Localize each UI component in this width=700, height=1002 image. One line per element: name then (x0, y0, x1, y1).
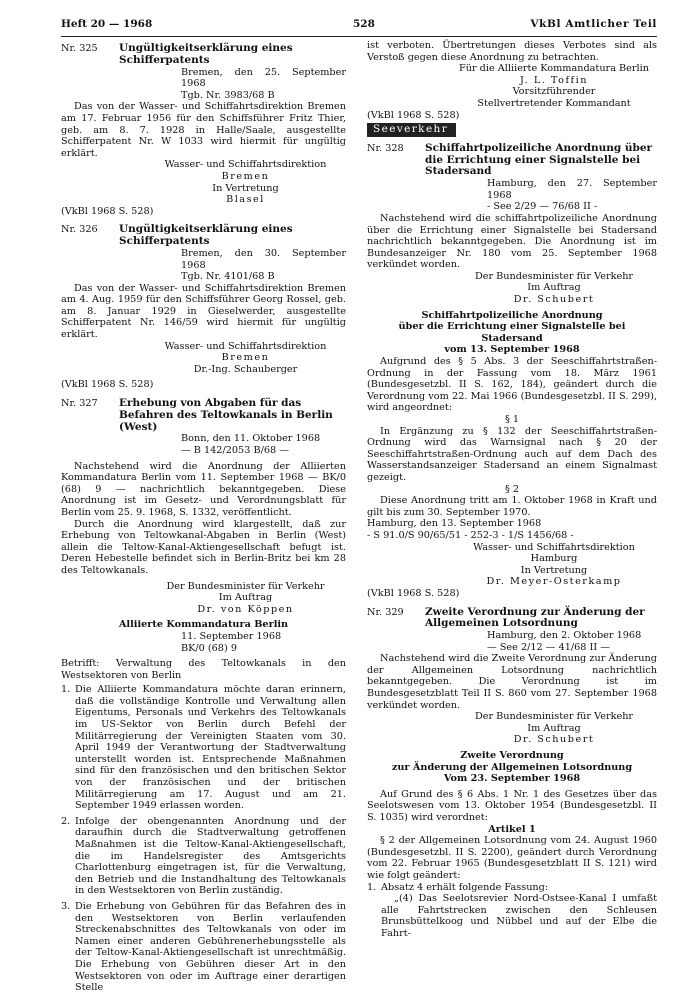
notice-paragraph: Nachstehend wird die Zweite Verordnung zur Änderung der Allgemeinen Lotsordnung nachrichtlich bekanntgegeben. Die Verordnung ist im Bundesgesetzblatt Teil II S. 860 vom 27. September 1968 verkündet worden. (367, 653, 657, 711)
notice-body: Das von der Wasser- und Schiffahrtsdirektion Bremen am 4. Aug. 1959 für den Schiffsführer Georg Rossel, geb. am 8. Januar 1929 in Gieselwerder, ausgestellte Schifferpatent Nr. 146/59 wird hiermit für ungültig erklärt. (61, 282, 346, 341)
source-ref: (VkBl 1968 S. 528) (367, 109, 460, 121)
subsection-date: 11. September 1968 (181, 630, 282, 642)
notice-number: Nr. 328 (367, 142, 404, 154)
notice-paragraph: Auf Grund des § 6 Abs. 1 Nr. 1 des Gesetzes über das Seelotswesen vom 13. Oktober 1954 (Bundesgesetzbl. II S. 1035) wird verordnet: (367, 788, 657, 824)
notice-heading (61, 398, 346, 433)
notice-327-continued (367, 40, 657, 121)
issue-label: Heft 20 — 1968 (61, 18, 153, 30)
notice-title: Ungültigkeitserklärung eines Schifferpatents (119, 223, 293, 248)
signature-city: Bremen (221, 170, 270, 182)
list-item-text: Die Erhebung von Gebühren für das Befahren des in den Westsektoren von Berlin verlaufenden Streckenabschnittes des Teltowkanals von oder im Namen einer anderen Gebührenerhebungsstelle als der Teltow-Kanal-Aktiengesellschaft ist unrechtmäßig. Die Erhebung von Gebühren dieser Art in den Westsektoren von oder im Auftrage einer derartigen Stelle (75, 900, 346, 994)
signature-role: Stellvertretender Kommandant (477, 97, 631, 109)
notice-paragraph: § 2 der Allgemeinen Lotsordnung vom 24. August 1960 (Bundesgesetzbl. II S. 2200), geändert durch Verordnung vom 22. Februar 1965 (Bundesgesetzblatt II S. 121) wird wie folgt geändert: (367, 835, 657, 881)
notice-327 (61, 398, 346, 994)
notice-number: Nr. 329 (367, 606, 404, 618)
subsection-ref: BK/0 (68) 9 (181, 642, 237, 654)
notice-number: Nr. 326 (61, 224, 98, 236)
page-header (61, 18, 657, 34)
signature-authority: Für die Alliierte Kommandatura Berlin (459, 63, 649, 75)
signature-name: Dr.-Ing. Schauberger (193, 363, 298, 375)
place-date: Hamburg, den 13. September 1968 (367, 518, 542, 530)
notice-paragraph: Aufgrund des § 5 Abs. 3 der Seeschiffahrtstraßen-Ordnung in der Fassung vom 18. März 1961 (Bundesgesetzbl. II S. 162, 184), geändert durch die Verordnung vom 22. Mai 1966 (Bundesgesetzbl. II S. 299), wird angeordnet: (367, 356, 657, 414)
subsection-date: vom 13. September 1968 (444, 344, 580, 356)
reference: — See 2/12 — 41/68 II — (487, 641, 610, 653)
notice-paragraph: Nachstehend wird die schiffahrtpolizeiliche Anordnung über die Errichtung einer Signalstelle bei Stadersand nachrichtlich bekanntgegeben. Die Anordnung ist im Bundesanzeiger Nr. 180 vom 25. September 1968 verkündet worden. (367, 212, 657, 271)
subsection-title: zur Änderung der Allgemeinen Lotsordnung (391, 761, 633, 773)
reference: - S 91.0/S 90/65/51 - 252-3 - 1/S 1456/68 - (367, 529, 574, 541)
notice-heading (61, 43, 346, 67)
signature-name: Dr. Schubert (513, 734, 595, 746)
place-date: Hamburg, den 27. September 1968 (487, 178, 657, 201)
section-badge: Seeverkehr (367, 123, 456, 137)
subsection-title: Zweite Verordnung (460, 750, 564, 762)
notice-number: Nr. 327 (61, 398, 98, 410)
place-date: Hamburg, den 2. Oktober 1968 (487, 630, 642, 642)
page-number: 528 (353, 18, 375, 30)
signature-name: Dr. Meyer-Osterkamp (486, 576, 622, 588)
paragraph-symbol: § 2 (504, 483, 520, 495)
notice-title: Schiffahrtpolizeiliche Anordnung über die Errichtung einer Signalstelle bei Stadersand (425, 141, 653, 178)
header-rule (61, 36, 657, 37)
paragraph-symbol: § 1 (504, 414, 520, 426)
subsection-title: Alliierte Kommandatura Berlin (118, 619, 289, 631)
place-date: Bremen, den 25. September 1968 (181, 66, 346, 90)
signature-authority: Wasser- und Schiffahrtsdirektion (164, 340, 327, 352)
notice-paragraph: Diese Anordnung tritt am 1. Oktober 1968 in Kraft und gilt bis zum 30. September 1970. (367, 495, 657, 518)
notice-title: Zweite Verordnung zur Änderung der Allgemeinen Lotsordnung (425, 605, 645, 630)
notice-title: Ungültigkeitserklärung eines Schifferpatents (119, 42, 293, 66)
place-date: Bremen, den 30. September 1968 (181, 247, 346, 271)
list-item-text: Die Alliierte Kommandatura möchte daran erinnern, daß die vollständige Kontrolle und Verwaltung allen Eigentums, Personals und Verkehrs des Teltowkanals im US-Sektor von Berlin durch Befehl der Militärregierung der Vereinigten Staaten vom 30. April 1949 der Verantwortung der Stadtverwaltung unterstellt worden ist. Entsprechende Maßnahmen sind für den französischen und den britischen Sektor von der französischen und der britischen Militärregierung am 17. August und am 21. September 1949 erlassen worden. (75, 684, 346, 812)
reference: Tgb. Nr. 4101/68 B (181, 271, 275, 283)
place-date: Bonn, den 11. Oktober 1968 (181, 433, 321, 445)
notice-heading (367, 143, 657, 178)
signature-authority: Wasser- und Schiffahrtsdirektion (164, 159, 327, 171)
list-item (367, 882, 657, 894)
subsection-title: Schiffahrtpolizeiliche Anordnung (421, 309, 603, 321)
signature-role: In Vertretung (520, 564, 588, 576)
source-ref: (VkBl 1968 S. 528) (367, 587, 460, 599)
notice-title: Erhebung von Abgaben für das Befahren des Teltowkanals in Berlin (West) (119, 397, 333, 433)
notice-number: Nr. 325 (61, 43, 98, 54)
signature-city: Hamburg (530, 553, 578, 565)
notice-329 (367, 607, 657, 940)
notice-326 (61, 224, 346, 391)
source-ref: (VkBl 1968 S. 528) (61, 205, 154, 217)
notice-paragraph: In Ergänzung zu § 132 der Seeschiffahrtstraßen-Ordnung wird das Warnsignal nach § 20 der Seeschiffahrtstraßen-Ordnung auch auf dem Dach des Wasserstandsanzeiger Stadersand an einem Signalmast gezeigt. (367, 425, 657, 483)
list-item-number: 1. (367, 881, 377, 893)
reference: - See 2/29 — 76/68 II - (487, 201, 598, 213)
signature-role: In Vertretung (212, 182, 279, 194)
continued-text: ist verboten. Übertretungen dieses Verbotes sind als Verstoß gegen diese Anordnung zu betrachten. (367, 40, 657, 63)
article-heading: Artikel 1 (488, 823, 536, 835)
list-item-number: 1. (61, 684, 71, 696)
subsection-date: Vom 23. September 1968 (443, 773, 581, 785)
left-column (61, 40, 346, 998)
list-item (61, 684, 346, 812)
notice-heading (367, 607, 657, 631)
reference: — B 142/2053 B/68 — (181, 445, 289, 457)
notice-paragraph: Durch die Anordnung wird klargestellt, daß zur Erhebung von Teltowkanal-Abgaben in Berlin (West) allein die Teltow-Kanal-Aktiengesellschaft befugt ist. Deren Hebestelle befindet sich in Berlin-Britz bei km 28 des Teltowkanals. (61, 518, 346, 576)
notice-paragraph: Nachstehend wird die Anordnung der Alliierten Kommandatura Berlin vom 11. September 1968 — BK/0 (68) 9 — nachrichtlich bekanntgegeben. Diese Anordnung ist im Gesetz- und Verordnungsblatt für Berlin vom 25. 9. 1968, S. 1332, veröffentlicht. (61, 460, 346, 518)
signature-role: Vorsitzführender (512, 86, 596, 98)
signature-name: J. L. Toffin (520, 74, 588, 86)
signature-name: Dr. Schubert (513, 294, 595, 306)
list-item-text: Infolge der obengenannten Anordnung und der daraufhin durch die Stadtverwaltung getroffenen Maßnahmen ist die Teltow-Kanal-Aktiengesellschaft, die im Handelsregister des Amtsgerichts Charlottenburg eingetragen ist, für die Verwaltung, den Betrieb und die Instandhaltung des Teltowkanals in den Westsektoren von Berlin zuständig. (75, 815, 346, 897)
quoted-paragraph: „(4) Das Seelotsrevier Nord-Ostsee-Kanal I umfaßt alle Fahrtstrecken zwischen den Schleusen Brunsbüttelkoog und Nübbel und auf der Elbe die Fahrt- (381, 893, 657, 939)
signature-authority: Wasser- und Schiffahrtsdirektion (473, 541, 635, 553)
list-item (61, 901, 346, 994)
notice-328 (367, 143, 657, 600)
subject-line: Betrifft: Verwaltung des Teltowkanals in den Westsektoren von Berlin (61, 658, 346, 681)
list-item-number: 3. (61, 900, 71, 912)
notice-325 (61, 43, 346, 217)
right-column (367, 40, 657, 940)
signature-authority: Der Bundesminister für Verkehr (474, 270, 634, 282)
signature-name: Dr. von Köppen (197, 603, 294, 615)
signature-city: Bremen (221, 352, 270, 364)
notice-heading (61, 224, 346, 248)
source-ref: (VkBl 1968 S. 528) (61, 379, 154, 391)
signature-authority: Der Bundesminister für Verkehr (166, 580, 325, 592)
list-item-text: Absatz 4 erhält folgende Fassung: (381, 881, 549, 893)
signature-authority: Der Bundesminister für Verkehr (474, 711, 634, 723)
notice-body: Das von der Wasser- und Schiffahrtsdirektion Bremen am 17. Februar 1956 für den Schiffsführer Fritz Thier, geb. am 8. 7. 1928 in Halle/Saale, ausgestellte Schifferpatent Nr. W 1033 wird hiermit für ungültig erklärt. (61, 101, 346, 159)
journal-title: VkBl Amtlicher Teil (530, 18, 657, 30)
signature-role: Im Auftrag (218, 592, 273, 604)
signature-role: Im Auftrag (527, 282, 581, 294)
numbered-list (61, 684, 346, 993)
list-item (61, 816, 346, 897)
subsection-title: über die Errichtung einer Signalstelle bei Stadersand (398, 321, 626, 344)
reference: Tgb. Nr. 3983/68 B (181, 89, 275, 101)
signature-name: Blasel (226, 194, 265, 206)
signature-role: Im Auftrag (527, 722, 581, 734)
list-item-number: 2. (61, 815, 71, 827)
